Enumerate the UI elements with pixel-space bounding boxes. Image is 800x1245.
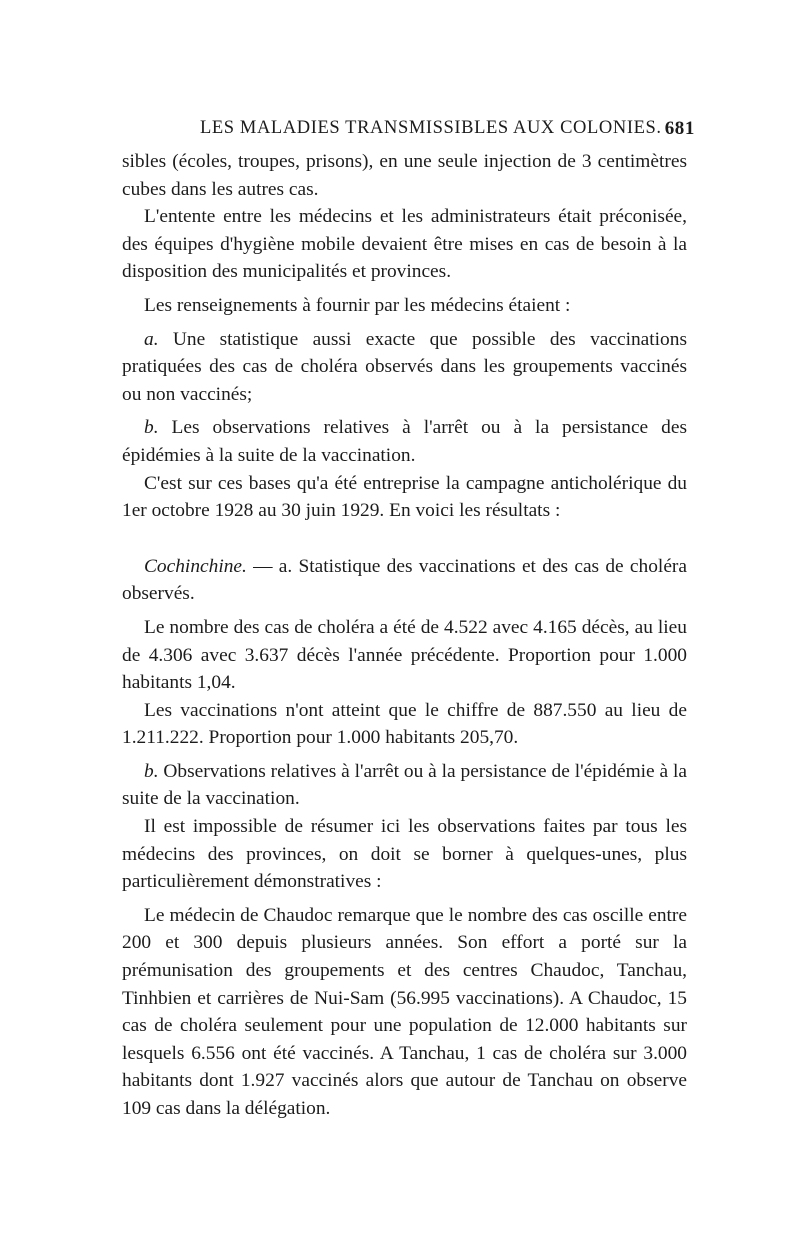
list-item: b. Les observations relatives à l'arrêt ou à la persistance des épidémies à la suite de la vaccination. <box>122 417 687 466</box>
book-page <box>122 112 695 1123</box>
paragraph: Les renseignements à fournir par les médecins étaient : <box>144 294 571 316</box>
section-lead: Cochinchine. <box>144 555 247 577</box>
paragraph: Les vaccinations n'ont atteint que le chiffre de 887.550 au lieu de 1.211.222. Proportion pour 1.000 habitants 205,70. <box>122 699 687 749</box>
paragraph: sibles (écoles, troupes, prisons), en une seule injection de 3 centimètres cubes dans les autres cas. <box>122 151 687 200</box>
list-item: b. Observations relatives à l'arrêt ou à la persistance de l'épidémie à la suite de la vaccination. <box>122 760 687 810</box>
paragraph: L'entente entre les médecins et les administrateurs était préconisée, des équipes d'hygiène mobile devaient être mises en cas de besoin à la disposition des municipalités et provinces. <box>122 206 687 283</box>
paragraph: C'est sur ces bases qu'a été entreprise la campagne anticholérique du 1er octobre 1928 au 30 juin 1929. En voici les résultats : <box>122 472 687 522</box>
section-heading-paragraph: Cochinchine. — a. Statistique des vaccinations et des cas de choléra observés. <box>122 555 687 605</box>
paragraph: Il est impossible de résumer ici les observations faites par tous les médecins des provinces, on doit se borner à quelques-unes, plus particulièrement démonstratives : <box>122 816 687 893</box>
body-text <box>122 148 687 1123</box>
list-marker: b. <box>144 417 159 439</box>
running-head <box>122 112 695 142</box>
list-item: a. Une statistique aussi exacte que possible des vaccinations pratiquées des cas de choléra observés dans les groupements vaccinés ou non vaccinés; <box>122 328 687 405</box>
list-marker: a. <box>144 328 159 350</box>
paragraph: Le nombre des cas de choléra a été de 4.522 avec 4.165 décès, au lieu de 4.306 avec 3.637 décès l'année précédente. Proportion pour 1.000 habitants 1,04. <box>122 616 687 694</box>
page-number: 681 <box>664 118 695 139</box>
running-title: LES MALADIES TRANSMISSIBLES AUX COLONIES. <box>200 118 662 138</box>
paragraph: Le médecin de Chaudoc remarque que le nombre des cas oscille entre 200 et 300 depuis plusieurs années. Son effort a porté sur la prémunisation des groupements et des centres Chaudoc, Tanchau, Tinhbien et carrières de Nui-Sam (56.995 vaccinations). A Chaudoc, 15 cas de choléra seulement pour une population de 12.000 habitants sur lesquels 6.556 ont été vaccinés. A Tanchau, 1 cas de choléra sur 3.000 habitants dont 1.927 vaccinés alors que autour de Tanchau on observe 109 cas dans la délégation. <box>122 904 687 1119</box>
list-marker: b. <box>144 760 159 782</box>
